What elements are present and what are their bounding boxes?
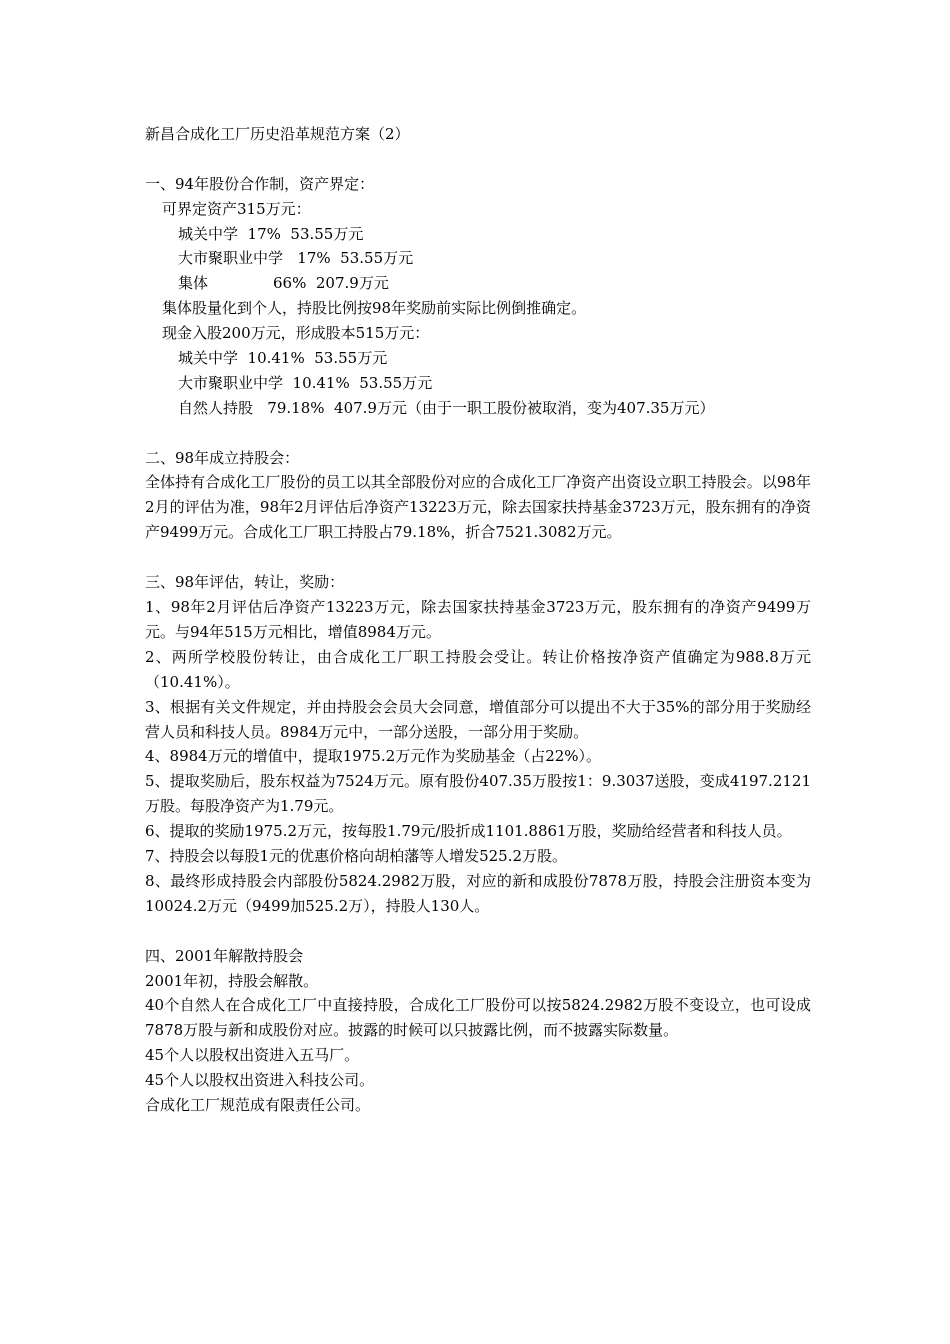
collective-label: 集体 — [178, 274, 209, 293]
spacer — [145, 147, 811, 172]
document-page — [145, 122, 811, 1118]
section-3-item: 3、根据有关文件规定，并由持股会会员大会同意，增值部分可以提出不大于35%的部分用于奖励经营人员和科技人员。8984万元中，一部分送股，一部分用于奖励。 — [145, 697, 811, 741]
section-3-heading: 三、98年评估，转让，奖励： — [145, 573, 345, 592]
document-title: 新昌合成化工厂历史沿革规范方案（2） — [145, 125, 410, 143]
spacer — [145, 545, 811, 570]
assets-line: 可界定资产315万元： — [162, 199, 311, 218]
share-row: 城关中学 10.41% 53.55万元 — [178, 349, 388, 368]
share-row: 自然人持股 79.18% 407.9万元（由于一职工股份被取消，变为407.35万元） — [178, 398, 715, 417]
spacer — [145, 421, 811, 446]
share-row: 大市聚职业中学 17% 53.55万元 — [178, 249, 414, 268]
share-row-collective — [145, 271, 811, 296]
section-3-item: 4、8984万元的增值中，提取1975.2万元作为奖励基金（占22%）。 — [145, 747, 602, 766]
section-2-heading: 二、98年成立持股会： — [145, 448, 300, 467]
section-4-heading: 四、2001年解散持股会 — [145, 946, 304, 965]
section-3-item: 7、持股会以每股1元的优惠价格向胡柏藩等人增发525.2万股。 — [145, 847, 568, 866]
note-line: 集体股量化到个人，持股比例按98年奖励前实际比例倒推确定。 — [162, 299, 587, 318]
section-4-item: 45个人以股权出资进入五马厂。 — [145, 1046, 360, 1065]
cash-line: 现金入股200万元，形成股本515万元： — [162, 324, 430, 343]
section-4-item: 合成化工厂规范成有限责任公司。 — [145, 1096, 371, 1115]
section-3-item: 8、最终形成持股会内部股份5824.2982万股，对应的新和成股份7878万股，持股会注册资本变为10024.2万元（9499加525.2万），持股人130人。 — [145, 871, 811, 915]
section-2-body: 全体持有合成化工厂股份的员工以其全部股份对应的合成化工厂净资产出资设立职工持股会。以98年2月的评估为准，98年2月评估后净资产13223万元，除去国家扶持基金3723万元，股东拥有的净资产9499万元。合成化工厂职工持股占79.18%，折合7521.3082万元。 — [145, 473, 811, 542]
share-row: 大市聚职业中学 10.41% 53.55万元 — [178, 373, 433, 392]
spacer — [145, 919, 811, 944]
share-row: 城关中学 17% 53.55万元 — [178, 224, 364, 243]
section-1-heading: 一、94年股份合作制，资产界定： — [145, 174, 375, 193]
section-4-item: 45个人以股权出资进入科技公司。 — [145, 1071, 375, 1090]
collective-value: 66% 207.9万元 — [273, 274, 389, 293]
section-4-item: 2001年初，持股会解散。 — [145, 971, 319, 990]
section-4-item: 40个自然人在合成化工厂中直接持股，合成化工厂股份可以按5824.2982万股不变设立，也可设成7878万股与新和成股份对应。披露的时候可以只披露比例，而不披露实际数量。 — [145, 996, 811, 1040]
section-3-item: 5、提取奖励后，股东权益为7524万元。原有股份407.35万股按1：9.3037送股，变成4197.2121万股。每股净资产为1.79元。 — [145, 772, 811, 816]
section-3-item: 2、两所学校股份转让，由合成化工厂职工持股会受让。转让价格按净资产值确定为988.8万元（10.41%）。 — [145, 647, 811, 691]
section-3-item: 1、98年2月评估后净资产13223万元，除去国家扶持基金3723万元，股东拥有的净资产9499万元。与94年515万元相比，增值8984万元。 — [145, 597, 811, 641]
section-3-item: 6、提取的奖励1975.2万元，按每股1.79元/股折成1101.8861万股，奖励给经营者和科技人员。 — [145, 822, 792, 841]
